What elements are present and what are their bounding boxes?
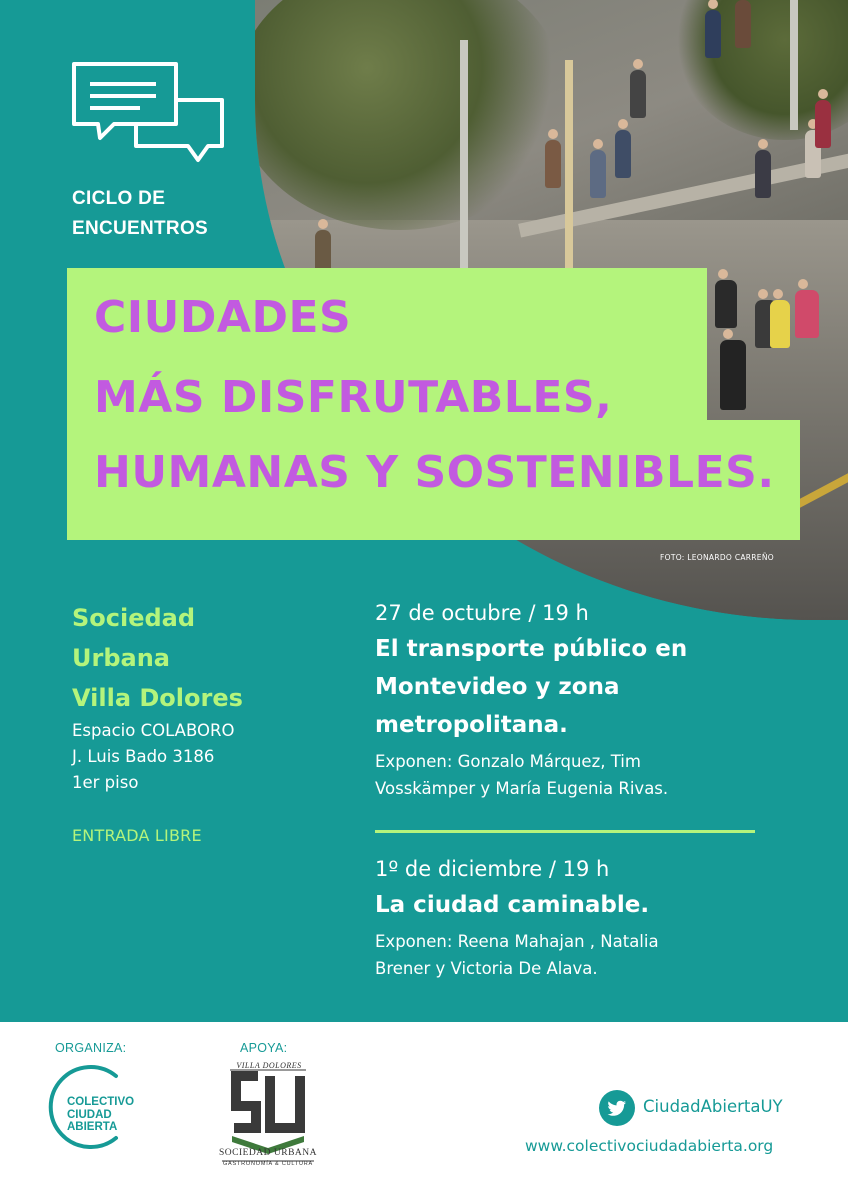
event-1: [375, 598, 785, 802]
speech-bubbles-icon: [70, 60, 230, 165]
organizer-name: COLECTIVO CIUDAD ABIERTA: [67, 1096, 135, 1133]
event-2: [375, 854, 785, 982]
organiza-label: ORGANIZA:: [55, 1041, 127, 1055]
supporter-top-text: VILLA DOLORES: [236, 1061, 302, 1070]
series-label: CICLO DE ENCUENTROS: [72, 188, 209, 239]
twitter-handle[interactable]: CiudadAbiertaUY: [643, 1097, 783, 1116]
title-line-3: HUMANAS Y SOSTENIBLES.: [94, 447, 775, 498]
twitter-bird-icon[interactable]: [599, 1090, 635, 1126]
title-line-1: CIUDADES: [94, 292, 352, 343]
venue-name: Sociedad Urbana Villa Dolores: [72, 604, 243, 712]
event-speakers: Exponen: Reena Mahajan , Natalia Brener y Victoria De Alava.: [375, 932, 659, 978]
supporter-tagline: GASTRONOMÍA & CULTURA: [222, 1161, 314, 1167]
event-title: La ciudad caminable.: [375, 892, 650, 918]
event-divider: [375, 830, 755, 833]
event-date: 27 de octubre / 19 h: [375, 601, 589, 625]
apoya-label: APOYA:: [240, 1041, 288, 1055]
venue-address: Espacio COLABORO J. Luis Bado 3186 1er piso: [72, 721, 235, 792]
event-title: El transporte público en Montevideo y zona metropolitana.: [375, 636, 688, 738]
website-link[interactable]: www.colectivociudadabierta.org: [525, 1137, 774, 1155]
free-entry-label: ENTRADA LIBRE: [72, 826, 202, 845]
event-speakers: Exponen: Gonzalo Márquez, Tim Vosskämper y María Eugenia Rivas.: [375, 752, 669, 798]
title-line-2: MÁS DISFRUTABLES,: [94, 372, 613, 423]
event-date: 1º de diciembre / 19 h: [375, 857, 610, 881]
supporter-name: SOCIEDAD URBANA: [218, 1148, 318, 1158]
photo-credit: FOTO: LEONARDO CARREÑO: [660, 553, 774, 562]
